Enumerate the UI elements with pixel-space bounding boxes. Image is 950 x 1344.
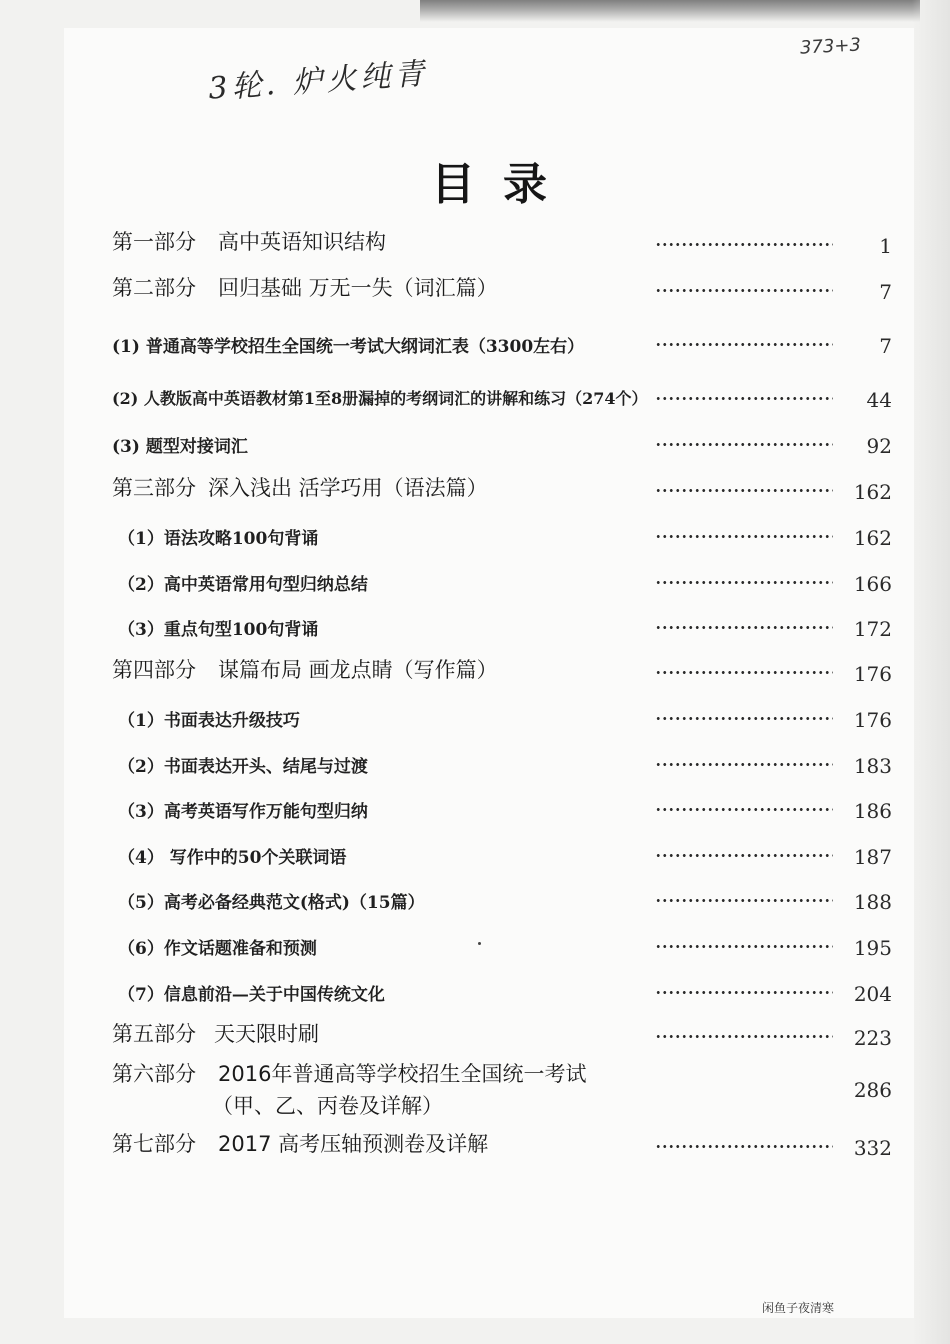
toc-entry-label: 第二部分 [112,276,196,300]
toc-entry-label: 第四部分 [112,658,196,682]
toc-page-number: 223 [853,1026,892,1050]
dot-leader [655,443,833,446]
dot-leader [655,808,833,811]
toc-entry-label: 第一部分 [112,230,196,254]
toc-page-number: 7 [879,280,892,304]
toc-entry-title [118,524,318,549]
toc-entry-label: 第三部分 [112,476,196,500]
dot-leader [655,1035,833,1038]
toc-entry-label: 第六部分 [112,1062,196,1086]
toc-entry-text: 重点句型100句背诵 [163,620,319,640]
toc-page-number: 162 [853,480,892,504]
toc-entry-text: 写作中的50个关联词语 [169,848,347,868]
toc-entry-text: 书面表达开头、结尾与过渡 [163,757,368,777]
dot-leader [655,1145,833,1148]
toc-entry-text: 回归基础 万无一失（词汇篇） [218,276,498,300]
toc-entry-text: 谋篇布局 画龙点睛（写作篇） [218,658,498,682]
page-title: 目录 [431,159,575,210]
toc-page-number: 176 [853,708,892,732]
dot-leader [655,854,833,857]
toc-page-number: 195 [853,936,892,960]
dot-leader [655,671,833,674]
toc-entry-title [118,752,368,777]
toc-entry-title [112,1058,586,1122]
toc-entry-title [112,432,248,457]
toc-entry-text: 高中英语知识结构 [218,230,386,254]
toc-page-number: 286 [853,1078,892,1102]
toc-entry-label: 第七部分 [112,1132,196,1156]
toc-page-number: 44 [866,388,892,412]
toc-entry-label: 第五部分 [112,1022,196,1046]
toc-entry-label: （5） [118,893,164,913]
toc-entry-text-line2: （甲、乙、丙卷及详解） [212,1094,443,1118]
dot-leader [655,717,833,720]
toc-entry-text: 高中英语常用句型归纳总结 [163,575,368,595]
toc-entry-title [118,615,318,640]
dot-leader [655,243,833,246]
toc-entry-title [112,1128,488,1158]
toc-page-number: 204 [853,982,892,1006]
dot-leader [655,626,833,629]
toc-entry-title [112,386,648,409]
toc-entry-text: 普通高等学校招生全国统一考试大纲词汇表（3300左右） [145,337,585,357]
toc-entry-label: （6） [118,939,164,959]
toc-entry-text: 高考英语写作万能句型归纳 [163,802,368,822]
toc-page-number: 7 [879,334,892,358]
toc-page-number: 172 [853,617,892,641]
toc-entry-label: （3） [118,802,164,822]
dot-leader [655,343,833,346]
toc-entry-text: 信息前沿—关于中国传统文化 [163,985,385,1005]
toc-entry-text: 语法攻略100句背诵 [163,529,319,549]
toc-entry-title [112,332,584,357]
toc-page-number: 187 [853,845,892,869]
toc-entry-label: （7） [118,985,164,1005]
toc-page-number: 183 [853,754,892,778]
scan-edge-top [420,0,920,22]
dot-leader [655,397,833,400]
dot-leader [655,991,833,994]
toc-entry-text: 深入浅出 活学巧用（语法篇） [208,476,488,500]
dot-leader [655,945,833,948]
toc-entry-label: （2） [118,757,164,777]
toc-entry-title [118,570,368,595]
handwritten-page-count: 373+3 [799,34,862,59]
toc-entry-text: 天天限时刷 [214,1022,319,1046]
dot-leader [655,535,833,538]
toc-entry-title [112,226,386,256]
toc-entry-label: （2） [118,575,164,595]
toc-entry-title [112,272,498,302]
toc-page-number: 332 [853,1136,892,1160]
toc-entry-label: (3) [112,437,140,457]
toc-page-number: 92 [866,434,892,458]
toc-entry-title [112,1018,319,1048]
toc-entry-title [118,980,385,1005]
toc-entry-text: 人教版高中英语教材第1至8册漏掉的考纲词汇的讲解和练习（274个） [143,389,648,408]
toc-page-number: 162 [853,526,892,550]
toc-entry-label: （1） [118,529,164,549]
toc-entry-title [118,797,368,822]
dot-leader [655,763,833,766]
toc-entry-title [112,472,488,502]
dot-leader [655,289,833,292]
toc-entry-label: （1） [118,711,164,731]
dot-leader [655,489,833,492]
toc-entry-label: （3） [118,620,164,640]
toc-page-number: 186 [853,799,892,823]
toc-page-number: 188 [853,890,892,914]
toc-page-number: 176 [853,662,892,686]
toc-entry-label: (2) [112,389,139,408]
toc-entry-text: 2016年普通高等学校招生全国统一考试 [218,1062,587,1086]
toc-entry-text: 题型对接词汇 [145,437,248,457]
toc-entry-text: 2017 高考压轴预测卷及详解 [218,1132,489,1156]
toc-entry-label: （4） [118,848,164,868]
toc-entry-text: 高考必备经典范文(格式)（15篇） [163,893,425,913]
toc-entry-title [118,843,346,868]
toc-entry-text: 作文话题准备和预测 [163,939,317,959]
toc-page-number: 166 [853,572,892,596]
toc-entry-text: 书面表达升级技巧 [163,711,300,731]
dot-leader [655,581,833,584]
toc-entry-title [112,654,498,684]
toc-entry-title [118,888,425,913]
dot-leader [655,899,833,902]
toc-entry-label: (1) [112,337,140,357]
toc-entry-title [118,934,317,959]
toc-entry-title [118,706,300,731]
watermark: 闲鱼子夜清寒 [762,1301,835,1315]
scan-speck [478,942,481,945]
toc-page-number: 1 [879,234,892,258]
handwritten-note: 3轮. 炉火纯青 [207,56,430,107]
